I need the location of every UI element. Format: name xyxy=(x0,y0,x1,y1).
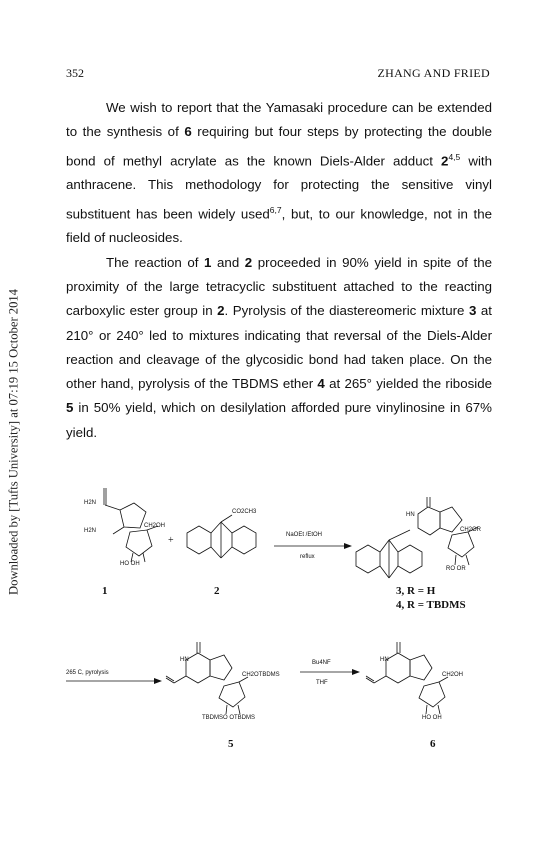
tbdmso-label: TBDMSO OTBDMS xyxy=(202,715,256,721)
ch2otbdms-label: CH2OTBDMS xyxy=(242,672,280,678)
reagent-reflux: reflux xyxy=(300,554,315,560)
hn-label-3: HN xyxy=(406,512,415,518)
compound-label-6: 6 xyxy=(430,738,436,750)
reagent-pyrolysis: 265 C, pyrolysis xyxy=(66,670,109,676)
ho-oh-label-6: HO OH xyxy=(422,715,442,721)
paragraph-2: The reaction of 1 and 2 proceeded in 90% yield in spite of the proximity of the large tetracyclic substituent attached to the reacting carboxylic ester group in 2. Pyrolysis of the diastereomeric mixture 3 at 210° or 240° led to mixtures indicating that reversal of the Diels-Alder reaction and cleavage of the glycosidic bond had taken place. On the other hand, pyrolysis of the TBDMS ether 4 at 265° yielded the riboside 5 in 50% yield, which on desilylation afforded pure vinylinosine in 67% yield. xyxy=(66,254,492,440)
ho-oh-label-1: HO OH xyxy=(120,561,140,567)
reagent-bu4nf: Bu4NF xyxy=(312,660,331,666)
h2n-top-label: H2N xyxy=(84,500,97,506)
ch2or-label: CH2OR xyxy=(460,527,482,533)
plus-sign: + xyxy=(168,535,174,546)
compound-label-1: 1 xyxy=(102,585,108,597)
reagent-thf: THF xyxy=(316,680,328,686)
running-head: ZHANG AND FRIED xyxy=(377,66,490,80)
hn-label-6: HN xyxy=(380,657,389,663)
compound-6-structure xyxy=(366,642,448,714)
h2n-bottom-label: H2N xyxy=(84,528,97,534)
compound-label-2: 2 xyxy=(214,585,220,597)
compound-label-3: 3, R = H xyxy=(396,585,436,597)
ro-or-label: RO OR xyxy=(446,566,466,572)
ch2oh-label-1: CH2OH xyxy=(144,523,166,529)
ch2oh-label-6: CH2OH xyxy=(442,672,464,678)
hn-label-5: HN xyxy=(180,657,189,663)
paragraph-1: We wish to report that the Yamasaki procedure can be extended to the synthesis of 6 requiring but four steps by protecting the double bond of methyl acrylate as the known Diels-Alder adduct 2$^{4,5}$ with anthracene. This methodology for protecting the sensitive vinyl substituent has been widely used$^{6,7}$, but, to our knowledge, not in the field of nucleosides. xyxy=(66,100,493,246)
compound-2-structure xyxy=(187,515,256,558)
page-number: 352 xyxy=(66,66,84,80)
reagent-naoet: NaOEt /EtOH xyxy=(286,532,323,538)
download-watermark: Downloaded by [Tufts University] at 07:19 15 October 2014 xyxy=(6,289,21,595)
compound-5-structure xyxy=(166,642,248,714)
compound-label-5: 5 xyxy=(228,738,234,750)
compound-label-4: 4, R = TBDMS xyxy=(396,599,466,611)
co2ch3-label: CO2CH3 xyxy=(232,509,257,515)
